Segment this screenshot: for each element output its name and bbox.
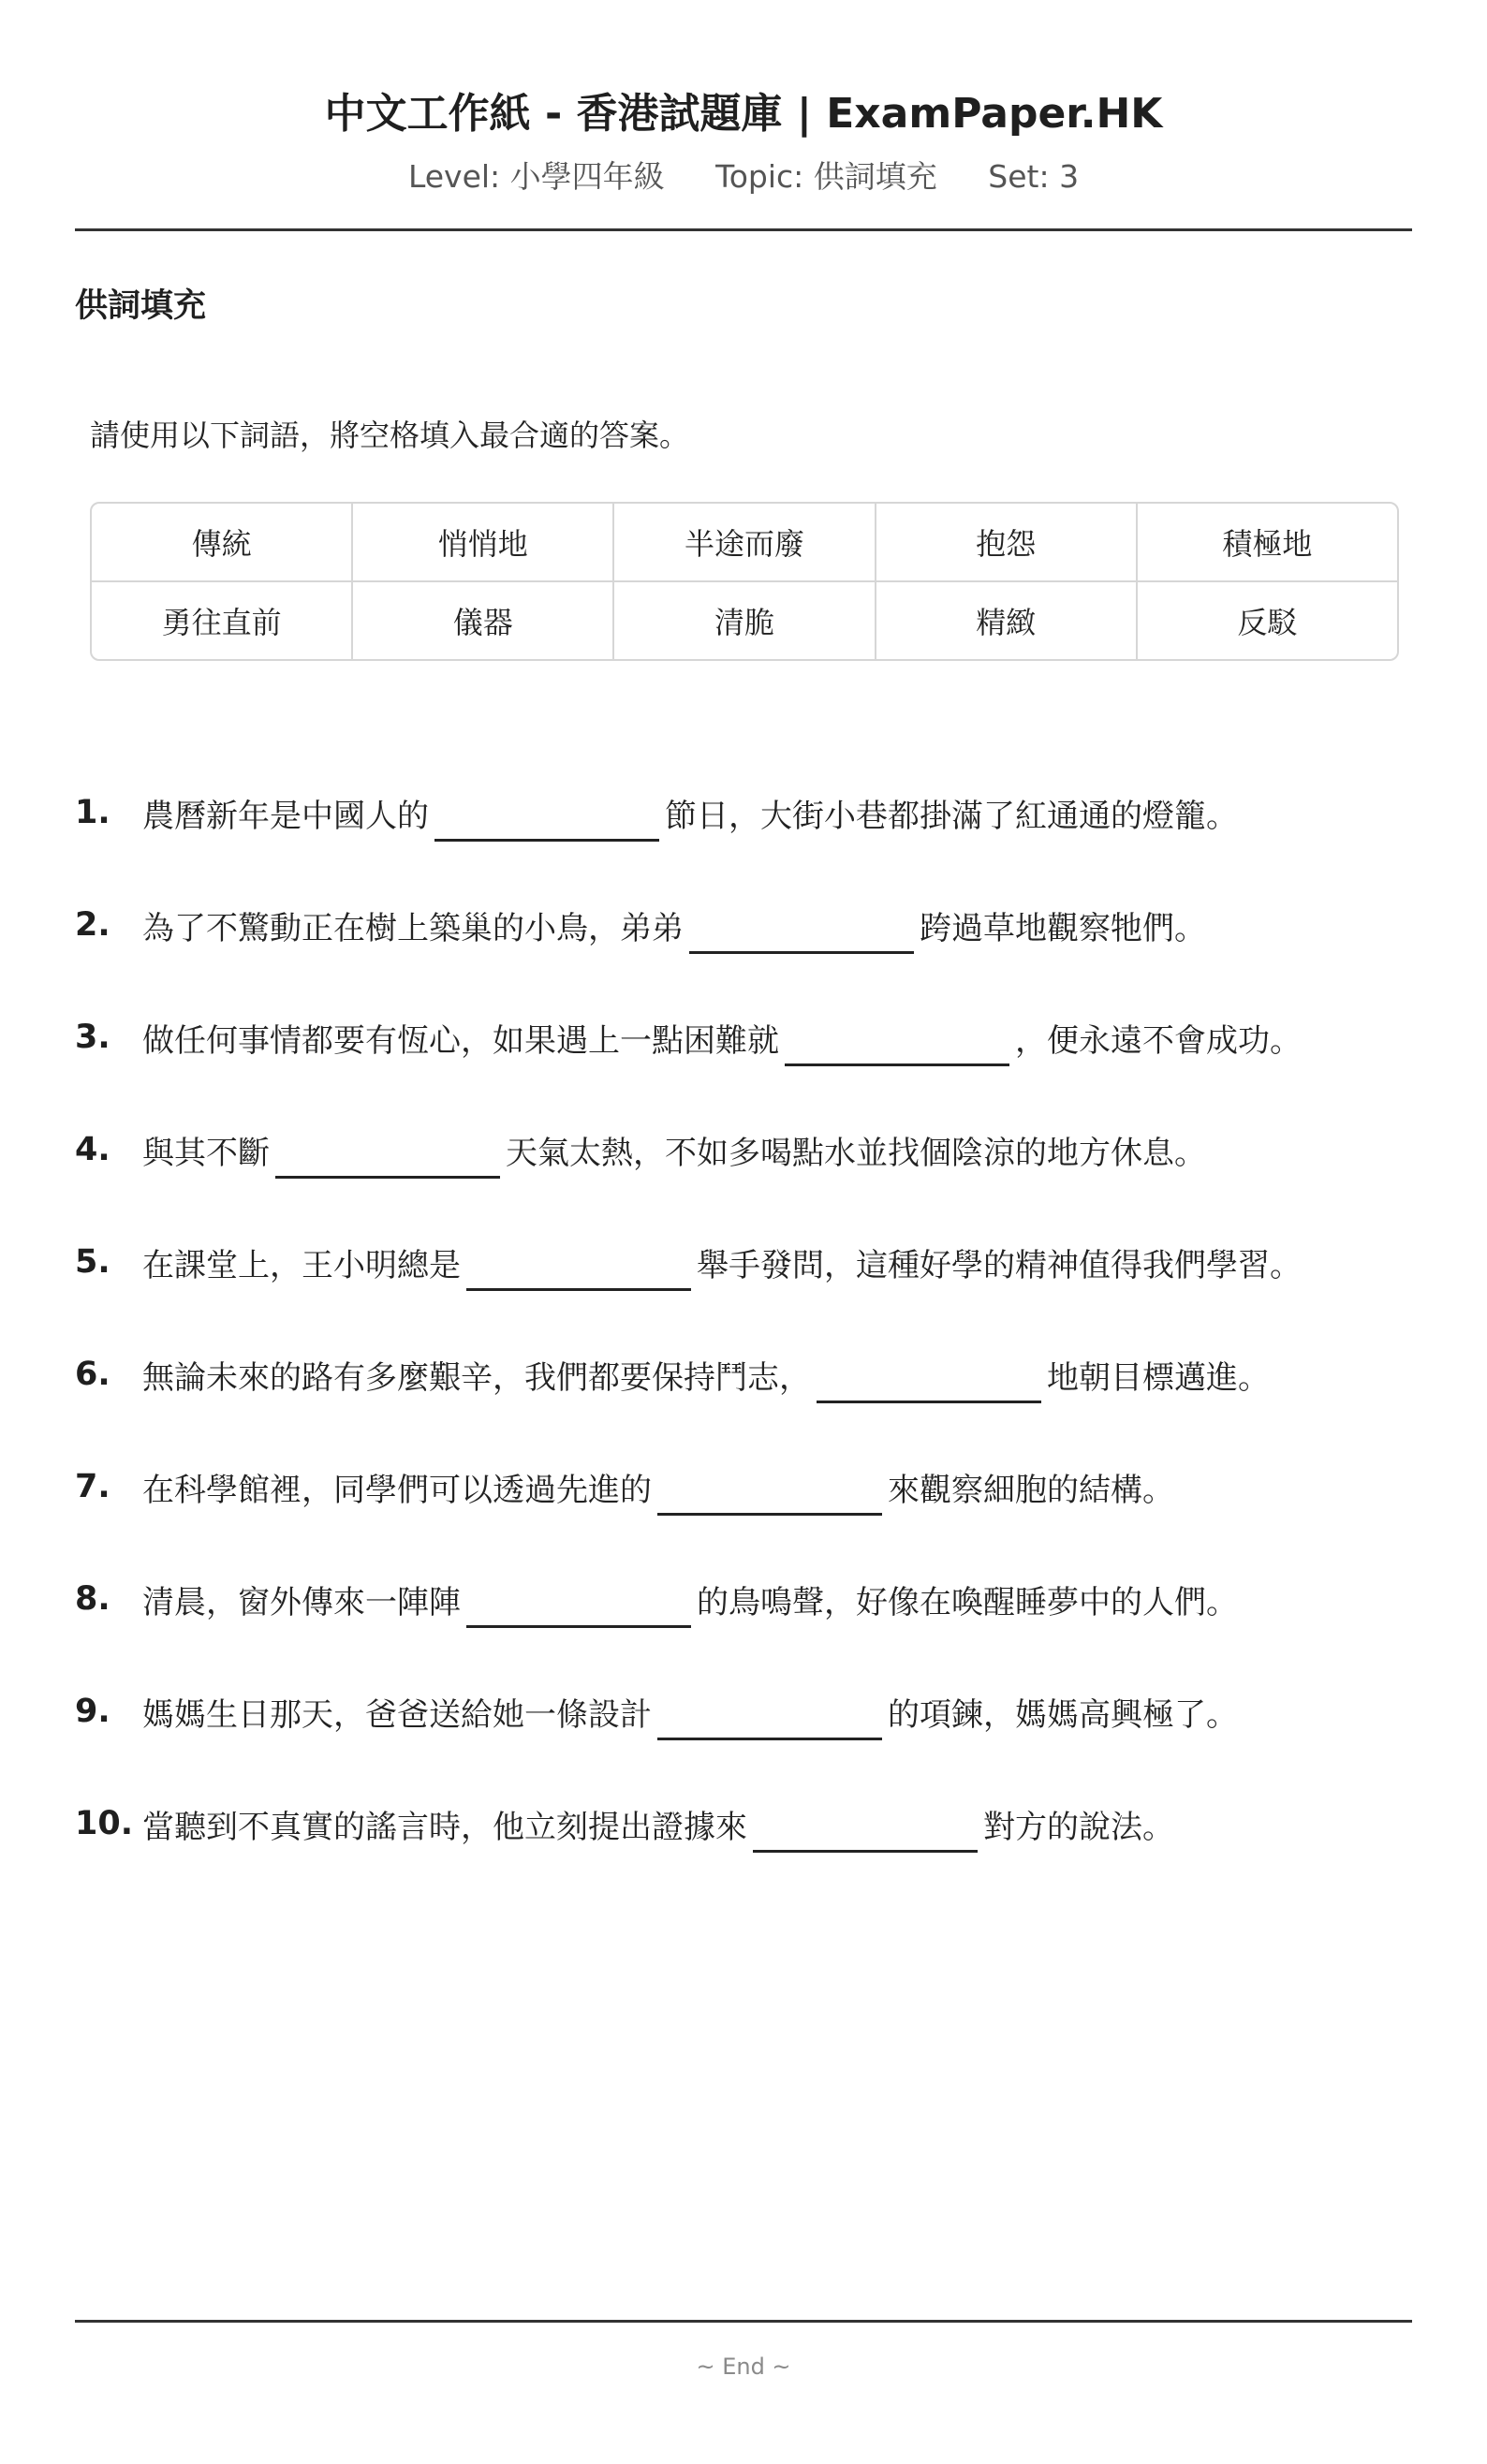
section-title: 供詞填充 bbox=[75, 287, 207, 325]
question-item bbox=[75, 1318, 1412, 1430]
header-divider bbox=[75, 228, 1412, 231]
document-title: 中文工作紙 - 香港試題庫 | ExamPaper.HK bbox=[324, 90, 1163, 138]
word-bank-row bbox=[92, 504, 1397, 580]
question-item bbox=[75, 1430, 1412, 1543]
word-bank-cell: 儀器 bbox=[351, 582, 612, 659]
question-text-before: 媽媽生日那天，爸爸送給她一條設計 bbox=[142, 1695, 652, 1734]
word-bank-cell: 反駁 bbox=[1136, 582, 1397, 659]
question-text bbox=[142, 790, 1238, 836]
question-text-before: 與其不斷 bbox=[142, 1134, 270, 1172]
word-bank-row bbox=[92, 580, 1397, 659]
topic-label: Topic: 供詞填充 bbox=[715, 158, 937, 195]
worksheet-page bbox=[75, 0, 1412, 2464]
word-bank-cell: 勇往直前 bbox=[161, 605, 282, 640]
question-number: 1. bbox=[75, 794, 110, 831]
question-text bbox=[142, 1577, 1238, 1622]
question-text bbox=[142, 1464, 1174, 1510]
question-text-before: 無論未來的路有多麼艱辛，我們都要保持鬥志， bbox=[142, 1358, 811, 1397]
worksheet-header bbox=[75, 0, 1412, 198]
question-text-after: 地朝目標邁進。 bbox=[1047, 1358, 1270, 1397]
answer-blank[interactable] bbox=[275, 1137, 500, 1179]
question-text bbox=[142, 1801, 1174, 1847]
worksheet-meta bbox=[75, 155, 1412, 198]
word-bank-cell: 積極地 bbox=[1136, 504, 1397, 580]
question-item bbox=[75, 1093, 1412, 1206]
question-text-after: 跨過草地觀察牠們。 bbox=[920, 909, 1206, 947]
question-text-before: 當聽到不真實的謠言時，他立刻提出證據來 bbox=[142, 1808, 747, 1846]
question-text-before: 清晨，窗外傳來一陣陣 bbox=[142, 1583, 461, 1621]
footer-end-text: ~ End ~ bbox=[696, 2354, 791, 2380]
answer-blank[interactable] bbox=[753, 1811, 978, 1853]
question-text bbox=[142, 1127, 1206, 1173]
question-text bbox=[142, 1352, 1270, 1398]
answer-blank[interactable] bbox=[817, 1361, 1041, 1403]
question-item bbox=[75, 1543, 1412, 1655]
question-number: 10. bbox=[75, 1805, 134, 1842]
word-bank-cell: 傳統 bbox=[191, 526, 252, 562]
question-item bbox=[75, 981, 1412, 1093]
word-bank-cell: 抱怨 bbox=[875, 504, 1136, 580]
question-number: 9. bbox=[75, 1693, 110, 1730]
answer-blank[interactable] bbox=[434, 799, 659, 842]
word-bank-cell: 精緻 bbox=[875, 582, 1136, 659]
question-text-before: 在科學館裡，同學們可以透過先進的 bbox=[142, 1471, 652, 1509]
question-text-before: 在課堂上，王小明總是 bbox=[142, 1246, 461, 1284]
question-item bbox=[75, 1655, 1412, 1767]
level-label: Level: 小學四年級 bbox=[407, 158, 665, 195]
question-text-before: 做任何事情都要有恆心，如果遇上一點困難就 bbox=[142, 1021, 779, 1060]
question-text-after: 的項鍊，媽媽高興極了。 bbox=[888, 1695, 1238, 1734]
question-text-after: ，便永遠不會成功。 bbox=[1015, 1021, 1302, 1060]
question-number: 2. bbox=[75, 906, 110, 944]
question-number: 4. bbox=[75, 1131, 110, 1168]
question-item bbox=[75, 1767, 1412, 1880]
question-item bbox=[75, 1206, 1412, 1318]
question-number: 5. bbox=[75, 1243, 110, 1281]
question-text-after: 天氣太熱，不如多喝點水並找個陰涼的地方休息。 bbox=[506, 1134, 1206, 1172]
question-number: 6. bbox=[75, 1356, 110, 1393]
question-text bbox=[142, 1015, 1302, 1061]
question-text-after: 對方的說法。 bbox=[983, 1808, 1174, 1846]
question-number: 8. bbox=[75, 1580, 110, 1618]
question-text-before: 為了不驚動正在樹上築巢的小鳥，弟弟 bbox=[142, 909, 684, 947]
question-text bbox=[142, 1239, 1302, 1285]
question-text-before: 農曆新年是中國人的 bbox=[142, 797, 429, 835]
question-list bbox=[75, 756, 1412, 1880]
question-item bbox=[75, 756, 1412, 869]
question-text bbox=[142, 1689, 1238, 1735]
question-text-after: 來觀察細胞的結構。 bbox=[888, 1471, 1174, 1509]
answer-blank[interactable] bbox=[466, 1249, 691, 1291]
word-bank-cell: 悄悄地 bbox=[351, 504, 612, 580]
answer-blank[interactable] bbox=[657, 1474, 882, 1516]
answer-blank[interactable] bbox=[466, 1586, 691, 1628]
set-label: Set: 3 bbox=[988, 158, 1080, 195]
word-bank-table bbox=[90, 502, 1399, 661]
question-text-after: 舉手發問，這種好學的精神值得我們學習。 bbox=[697, 1246, 1302, 1284]
answer-blank[interactable] bbox=[689, 912, 914, 954]
question-number: 7. bbox=[75, 1468, 110, 1505]
footer-divider bbox=[75, 2320, 1412, 2323]
question-item bbox=[75, 869, 1412, 981]
word-bank-cell: 清脆 bbox=[612, 582, 874, 659]
question-number: 3. bbox=[75, 1019, 110, 1056]
question-text bbox=[142, 902, 1206, 948]
instruction-text: 請使用以下詞語，將空格填入最合適的答案。 bbox=[90, 418, 690, 453]
question-text-after: 的鳥鳴聲，好像在喚醒睡夢中的人們。 bbox=[697, 1583, 1238, 1621]
question-text-after: 節日，大街小巷都掛滿了紅通通的燈籠。 bbox=[665, 797, 1238, 835]
answer-blank[interactable] bbox=[785, 1024, 1009, 1066]
word-bank-cell: 半途而廢 bbox=[612, 504, 874, 580]
answer-blank[interactable] bbox=[657, 1698, 882, 1740]
